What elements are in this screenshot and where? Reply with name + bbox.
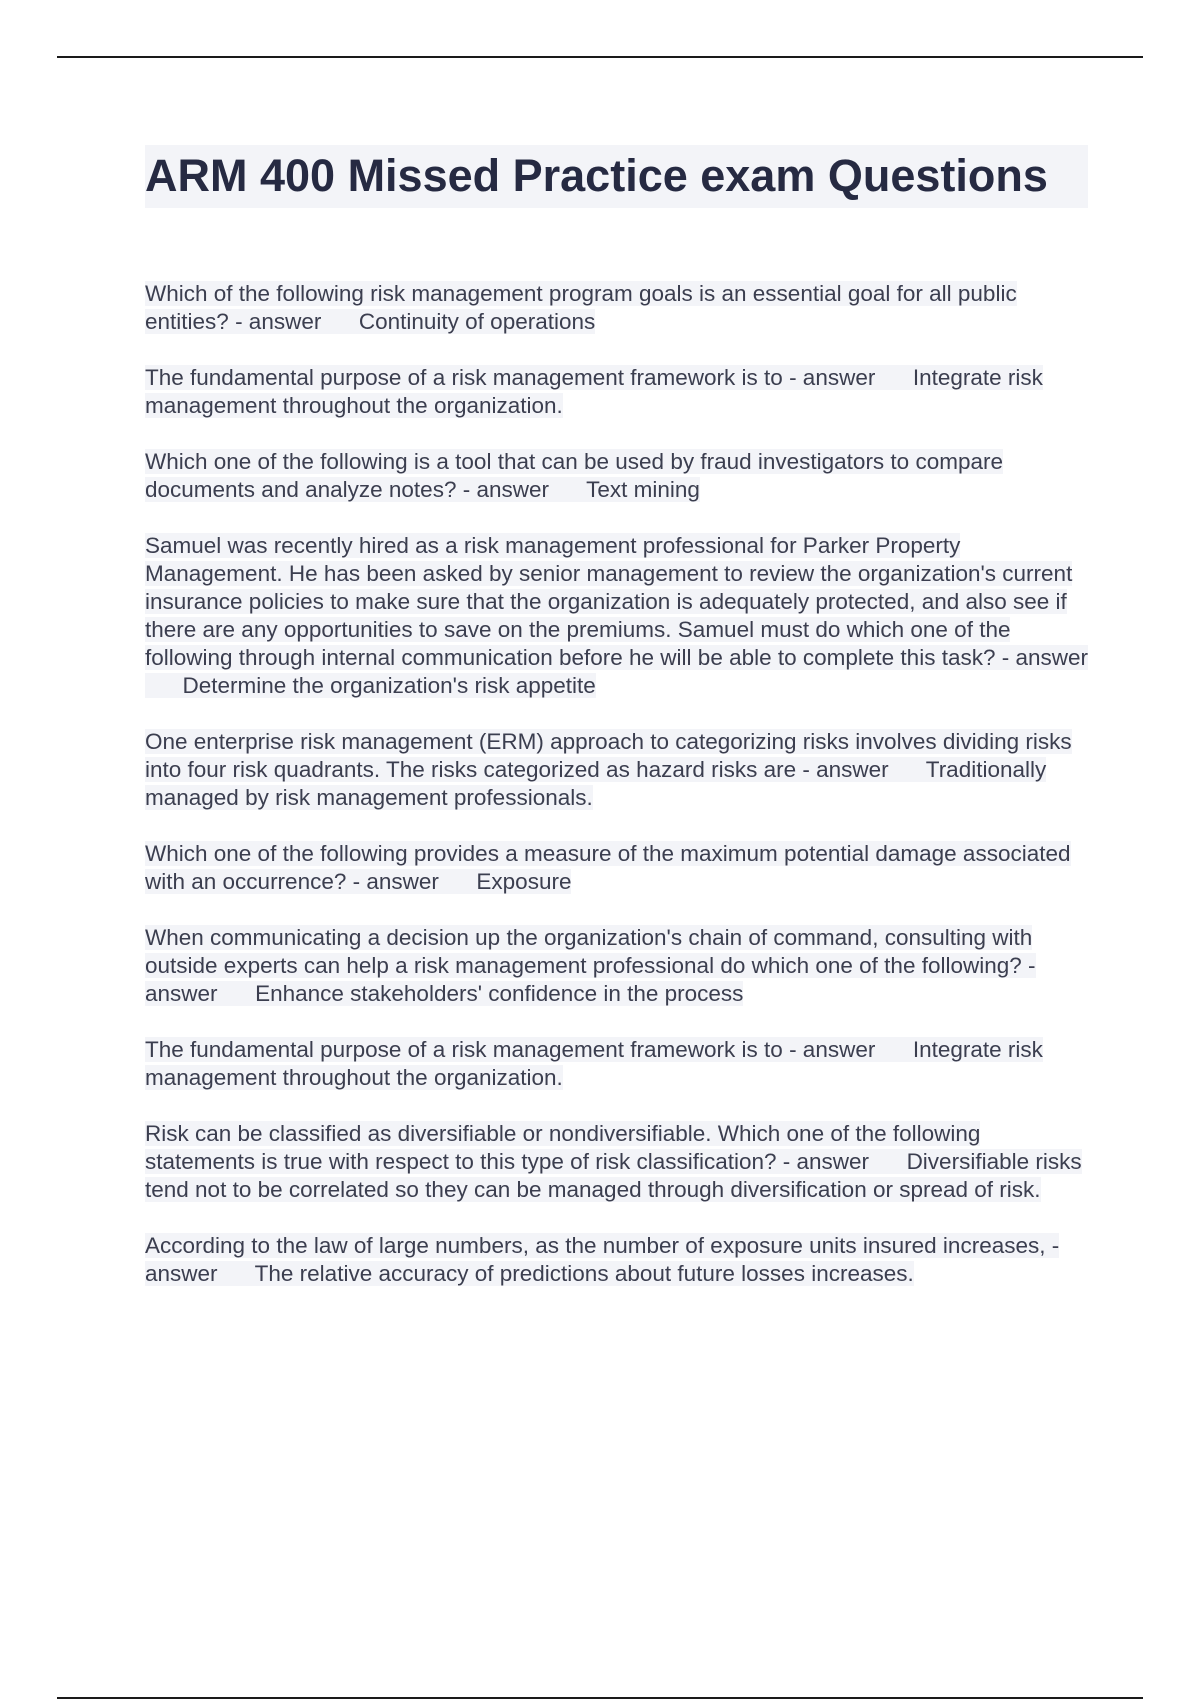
qa-item-4 bbox=[145, 532, 1088, 700]
document-title: ARM 400 Missed Practice exam Questions bbox=[145, 150, 1048, 201]
question-text: Samuel was recently hired as a risk management professional for Parker Property Management. He has been asked by senior management to review the organization's current insurance policies to make sure that the organization is adequately protected, and also see if there are any opportunities to save on the premiums. Samuel must do which one of the following through internal communication before he will be able to complete this task? bbox=[145, 533, 1073, 670]
answer-text: Diversifiable risks tend not to be correlated so they can be managed through diversification or spread of risk. bbox=[145, 1149, 1082, 1202]
answer-text: Integrate risk management throughout the organization. bbox=[145, 1037, 1043, 1090]
qa-item-5 bbox=[145, 728, 1088, 812]
answer-separator: - answer bbox=[776, 1149, 870, 1174]
answer-separator: - answer bbox=[995, 645, 1089, 670]
question-text: The fundamental purpose of a risk management framework is to bbox=[145, 1037, 783, 1062]
answer-separator: - answer bbox=[782, 1037, 876, 1062]
title-block bbox=[145, 145, 1088, 208]
qa-item-9 bbox=[145, 1120, 1088, 1204]
qa-item-3 bbox=[145, 448, 1088, 504]
question-text: According to the law of large numbers, as the number of exposure units insured increases, bbox=[145, 1233, 1046, 1258]
answer-text: Determine the organization's risk appetite bbox=[182, 673, 596, 698]
question-text: Which one of the following is a tool that can be used by fraud investigators to compare documents and analyze notes? bbox=[145, 449, 1003, 502]
question-text: The fundamental purpose of a risk management framework is to bbox=[145, 365, 783, 390]
bottom-rule bbox=[57, 1697, 1143, 1699]
answer-separator: - answer bbox=[346, 869, 439, 894]
qa-item-2 bbox=[145, 364, 1088, 420]
answer-separator: - answer bbox=[145, 1233, 1060, 1286]
qa-list bbox=[145, 280, 1088, 1288]
answer-separator: - answer bbox=[796, 757, 889, 782]
answer-text: Integrate risk management throughout the organization. bbox=[145, 365, 1043, 418]
qa-item-1 bbox=[145, 280, 1088, 336]
question-text: One enterprise risk management (ERM) approach to categorizing risks involves dividing risks into four risk quadrants. The risks categorized as hazard risks are bbox=[145, 729, 1072, 782]
question-text: Risk can be classified as diversifiable or nondiversifiable. Which one of the following statements is true with respect to this type of risk classification? bbox=[145, 1121, 981, 1174]
answer-separator: - answer bbox=[145, 953, 1036, 1006]
answer-text: Exposure bbox=[476, 869, 572, 894]
answer-separator: - answer bbox=[456, 477, 549, 502]
question-text: When communicating a decision up the organization's chain of command, consulting with outside experts can help a risk management professional do which one of the following? bbox=[145, 925, 1033, 978]
qa-item-7 bbox=[145, 924, 1088, 1008]
qa-item-10 bbox=[145, 1232, 1088, 1288]
answer-text: The relative accuracy of predictions about future losses increases. bbox=[254, 1261, 914, 1286]
question-text: Which of the following risk management program goals is an essential goal for all public entities? bbox=[145, 281, 1017, 334]
answer-separator: - answer bbox=[782, 365, 876, 390]
answer-text: Enhance stakeholders' confidence in the process bbox=[255, 981, 744, 1006]
answer-separator: - answer bbox=[228, 309, 322, 334]
document-page bbox=[145, 145, 1088, 1316]
answer-text: Traditionally managed by risk management professionals. bbox=[145, 757, 1047, 810]
answer-text: Continuity of operations bbox=[358, 309, 596, 334]
answer-text: Text mining bbox=[586, 477, 700, 502]
question-text: Which one of the following provides a measure of the maximum potential damage associated with an occurrence? bbox=[145, 841, 1071, 894]
qa-item-8 bbox=[145, 1036, 1088, 1092]
qa-item-6 bbox=[145, 840, 1088, 896]
top-rule bbox=[57, 56, 1143, 58]
